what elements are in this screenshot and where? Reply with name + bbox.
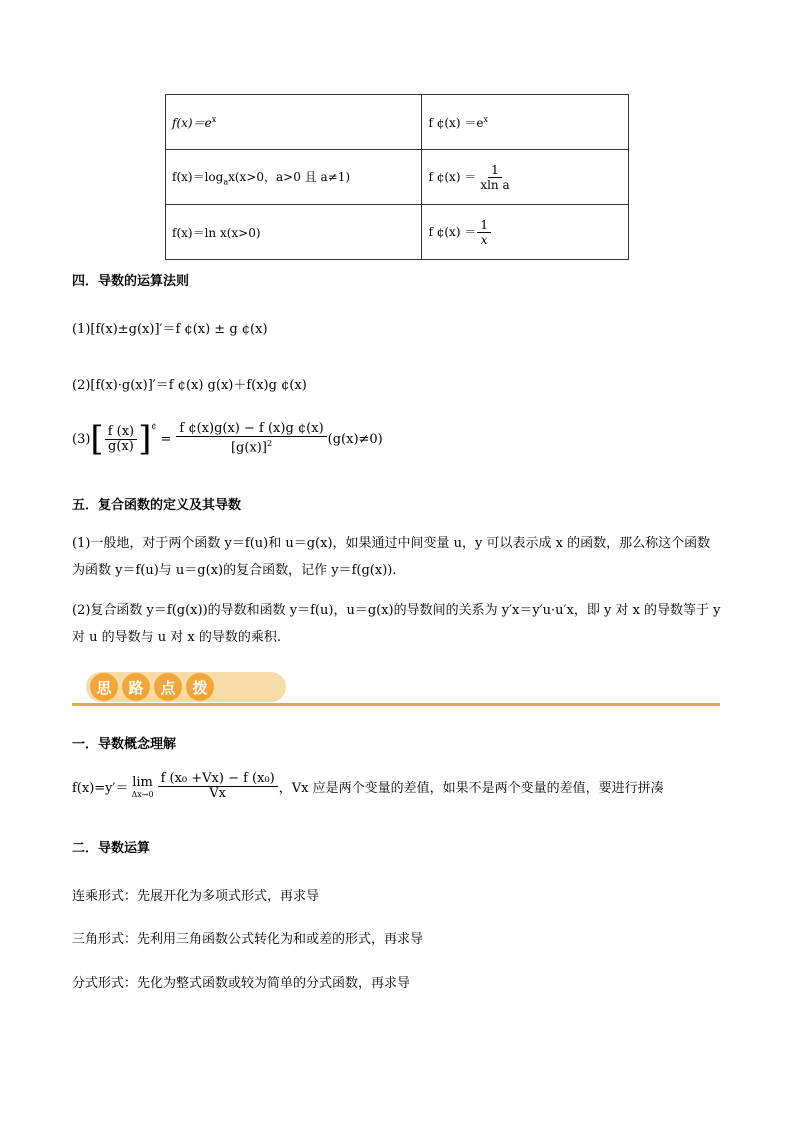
- fraction: [477, 163, 512, 192]
- section-heading: 四．导数的运算法则: [72, 274, 190, 289]
- formula-text: x(x>0，a>0 且 a≠1): [228, 169, 351, 184]
- fraction-numerator: 1: [477, 218, 491, 233]
- formula-text: f(x)=y′＝: [72, 781, 129, 796]
- fraction-denominator: g(x): [108, 438, 134, 454]
- fraction-denominator: Vx: [209, 786, 227, 801]
- fraction: [158, 772, 278, 801]
- fraction: [176, 422, 326, 455]
- rule-sum: (1)[f(x)±g(x)]′＝f ¢(x) ± g ¢(x): [72, 322, 268, 337]
- fraction-numerator: f ¢(x)g(x) − f (x)g ¢(x): [176, 422, 326, 437]
- list-item: 连乘形式：先展开化为多项式形式，再求导: [72, 889, 320, 904]
- table-cell: [422, 95, 629, 150]
- fraction-numerator: f (x): [105, 425, 137, 440]
- paragraph: (2)复合函数 y＝f(g(x))的导数和函数 y＝f(u)，u＝g(x)的导数间的关系为 y′x＝y′u·u′x，即 y 对 x 的导数等于 y 对 u 的导数与 u 对 x 的导数的乘积.: [72, 603, 721, 645]
- formula-text: f(x)＝log: [172, 169, 224, 184]
- right-bracket: ]: [138, 419, 152, 459]
- rule-label: (3): [72, 431, 91, 447]
- table-cell: [166, 205, 422, 260]
- formula-text: ，Vx 应是两个变量的差值，如果不是两个变量的差值，要进行拼凑: [278, 781, 664, 796]
- fraction: [477, 218, 491, 247]
- limit-subscript: Δx→0: [131, 789, 154, 799]
- bracketed-fraction: [90, 419, 157, 459]
- fraction-denominator: x: [480, 232, 488, 247]
- formula-superscript: x: [483, 114, 488, 124]
- table-row: [166, 150, 629, 205]
- derivative-formula-table: [165, 94, 629, 260]
- banner-char: 路: [122, 673, 150, 701]
- section-heading: 一．导数概念理解: [72, 737, 177, 752]
- fraction-numerator: f (x₀ +Vx) − f (x₀): [158, 772, 278, 787]
- rule-quotient: [72, 419, 383, 459]
- section-heading: 五．复合函数的定义及其导数: [72, 498, 242, 513]
- table-row: [166, 205, 629, 260]
- banner-rule: [72, 703, 720, 706]
- table-cell: [166, 95, 422, 150]
- section-heading: 二．导数运算: [72, 841, 151, 856]
- prime-mark: ¢: [151, 422, 157, 431]
- banner-char: 思: [90, 673, 118, 701]
- formula-subscript: a: [223, 177, 229, 187]
- formula-text: f ¢(x) ＝: [428, 169, 477, 184]
- left-bracket: [: [90, 419, 104, 459]
- banner-char: 拨: [186, 673, 214, 701]
- condition-text: (g(x)≠0): [327, 431, 383, 447]
- formula-superscript: x: [211, 114, 217, 124]
- limit-operator: [131, 775, 153, 799]
- fraction-numerator: 1: [488, 163, 502, 178]
- section-banner: [72, 670, 720, 710]
- fraction: [105, 425, 137, 454]
- banner-char: 点: [154, 673, 182, 701]
- fraction-denominator: [228, 437, 275, 455]
- paragraph: (1)一般地，对于两个函数 y＝f(u)和 u＝g(x)，如果通过中间变量 u，y 可以表示成 x 的函数，那么称这个函数为函数 y＝f(u)与 u＝g(x)的复合函数，记作 y＝f(g(x)).: [72, 536, 711, 578]
- table-cell: [422, 205, 629, 260]
- exponent: 2: [266, 439, 273, 449]
- denominator-text: [g(x)]: [230, 440, 267, 456]
- list-item: 分式形式：先化为整式函数或较为简单的分式函数，再求导: [72, 976, 411, 991]
- formula-text: f ¢(x) ＝e: [428, 115, 484, 130]
- rule-product: (2)[f(x)·g(x)]′＝f ¢(x) g(x)＋f(x)g ¢(x): [72, 378, 307, 393]
- equals-sign: =: [160, 431, 172, 447]
- table-cell: [166, 150, 422, 205]
- table-row: [166, 95, 629, 150]
- list-item: 三角形式：先利用三角函数公式转化为和或差的形式，再求导: [72, 932, 424, 947]
- formula-text: f ¢(x) ＝: [428, 224, 477, 239]
- limit-text: lim: [132, 774, 153, 790]
- table-cell: [422, 150, 629, 205]
- formula-text: f(x)＝e: [172, 115, 212, 130]
- formula-text: f(x)＝ln x(x>0): [172, 225, 261, 240]
- derivative-definition: [72, 772, 664, 801]
- fraction-denominator: xln a: [480, 177, 510, 192]
